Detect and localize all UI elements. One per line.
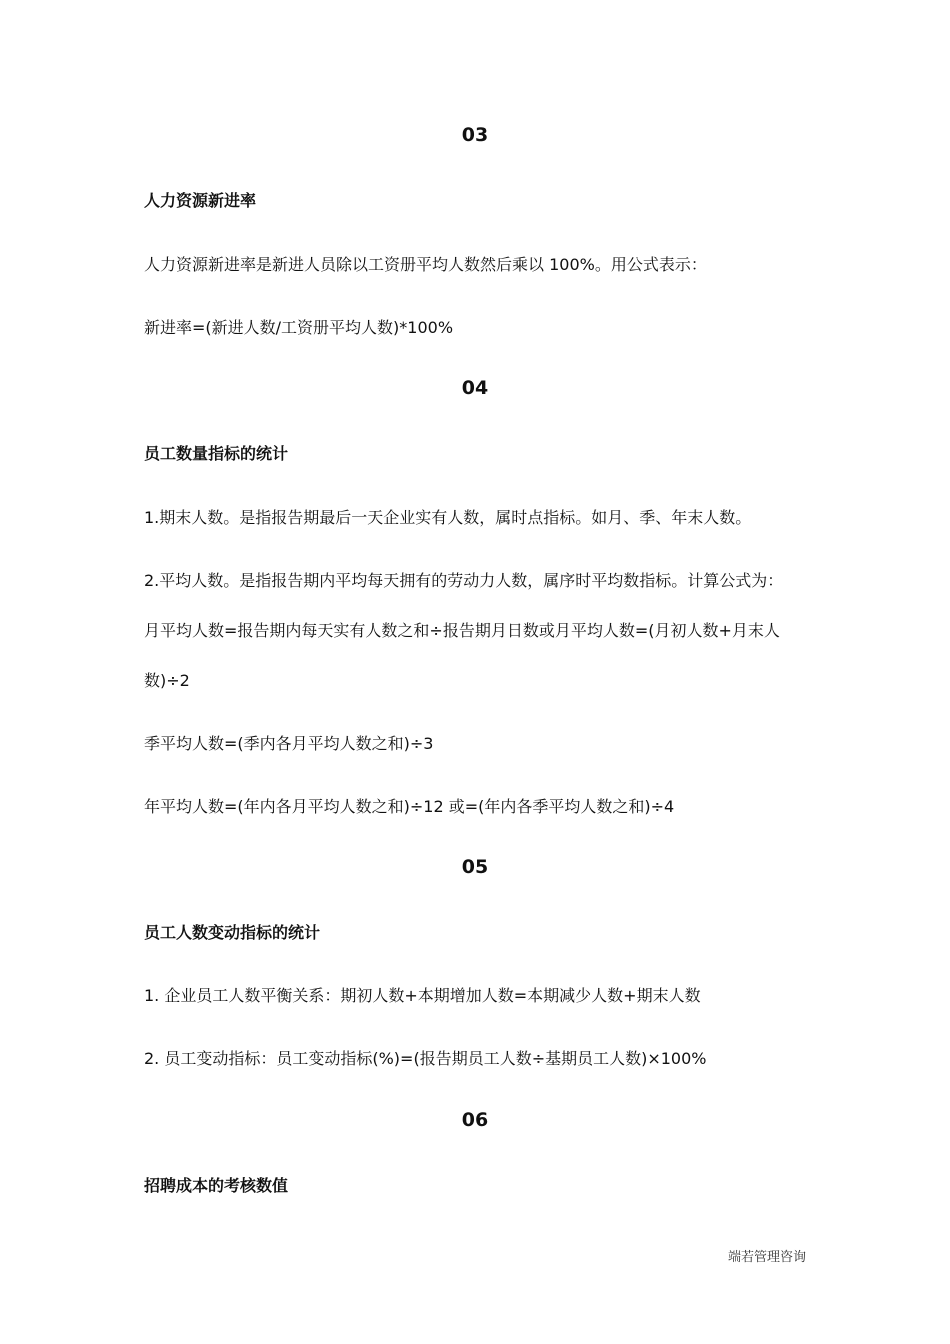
section-heading: 员工数量指标的统计	[144, 444, 289, 463]
paragraph: 1. 企业员工人数平衡关系：期初人数+本期增加人数=本期减少人数+期末人数	[144, 986, 701, 1005]
section-heading: 员工人数变动指标的统计	[144, 923, 321, 942]
footer-text: 端若管理咨询	[727, 1250, 806, 1265]
formula-paragraph: 年平均人数=(年内各月平均人数之和)÷12 或=(年内各季平均人数之和)÷4	[144, 797, 675, 816]
formula-paragraph: 新进率=(新进人数/工资册平均人数)*100%	[144, 318, 454, 337]
section-heading: 人力资源新进率	[144, 191, 257, 210]
section-number: 05	[461, 856, 489, 878]
formula-paragraph: 月平均人数=报告期内每天实有人数之和÷报告期月日数或月平均人数=(月初人数+月末人数)÷2	[144, 621, 780, 690]
section-number: 04	[461, 377, 489, 399]
formula-paragraph: 季平均人数=(季内各月平均人数之和)÷3	[144, 734, 434, 753]
section-number: 03	[461, 124, 489, 146]
paragraph: 1.期末人数。是指报告期最后一天企业实有人数，属时点指标。如月、季、年末人数。	[144, 508, 752, 527]
section-number: 06	[461, 1109, 489, 1131]
paragraph: 2. 员工变动指标：员工变动指标(%)=(报告期员工人数÷基期员工人数)×100%	[144, 1049, 707, 1068]
paragraph: 2.平均人数。是指报告期内平均每天拥有的劳动力人数，属序时平均数指标。计算公式为：	[144, 571, 784, 590]
section-heading: 招聘成本的考核数值	[144, 1176, 289, 1195]
paragraph: 人力资源新进率是新进人员除以工资册平均人数然后乘以 100%。用公式表示：	[144, 255, 707, 274]
